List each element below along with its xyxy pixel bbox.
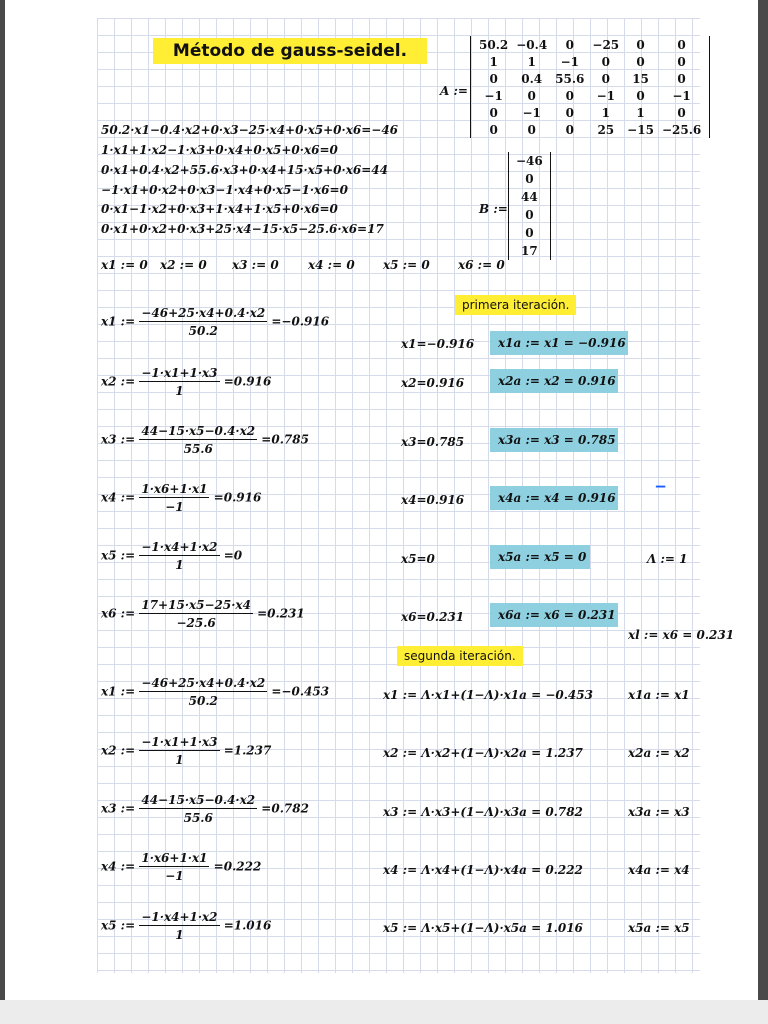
vector-b-label: B :=	[479, 202, 508, 216]
initial-x4: x4 := 0	[308, 258, 355, 272]
formula-x3: x3 := $\frac{44-15\cdot x5-0.4\cdot x2}{55.6}$ =0.785	[101, 424, 309, 456]
result-x6: x6=0.231	[401, 610, 465, 624]
assign-x5a: x5a := x5 = 0	[490, 545, 590, 569]
update-x3a: x3a := x3	[628, 805, 690, 819]
equation-3: 0·x1+0.4·x2+55.6·x3+0·x4+15·x5+0·x6=44	[101, 163, 388, 177]
initial-x6: x6 := 0	[458, 258, 505, 272]
result-x1: x1=−0.916	[401, 337, 475, 351]
first-iteration-label: primera iteración.	[455, 295, 576, 315]
xl-assign: xl := x6 = 0.231	[628, 628, 735, 642]
matrix-a	[470, 36, 710, 138]
right-frame-edge	[758, 0, 768, 1000]
assign-x4a: x4a := x4 = 0.916	[490, 486, 618, 510]
matrix-row: 0 0.4 55.6 0 15 0	[489, 71, 686, 86]
second-iteration-label: segunda iteración.	[397, 646, 523, 666]
formula-x2: x2 := $\frac{-1\cdot x1+1\cdot x3}{1}$ =0.916	[101, 366, 272, 398]
assign-x2a: x2a := x2 = 0.916	[490, 369, 618, 393]
lambda-assign: Λ := 1	[647, 552, 688, 566]
equation-6: 0·x1+0·x2+0·x3+25·x4−15·x5−25.6·x6=17	[101, 222, 384, 236]
matrix-row: 0 −1 0 1 1 0	[489, 105, 686, 120]
formula-x4: x4 := $\frac{1\cdot x6+1\cdot x1}{-1}$ =0.916	[101, 482, 262, 514]
initial-x3: x3 := 0	[232, 258, 279, 272]
text-cursor-icon: ‒	[655, 476, 667, 495]
equation-5: 0·x1−1·x2+0·x3+1·x4+1·x5+0·x6=0	[101, 202, 338, 216]
relax-x5: x5 := Λ·x5+(1−Λ)·x5a = 1.016	[383, 921, 583, 935]
formula2-x3: x3 := $\frac{44-15\cdot x5-0.4\cdot x2}{55.6}$ =0.782	[101, 793, 309, 825]
formula2-x1: x1 := $\frac{-46+25\cdot x4+0.4\cdot x2}{50.2}$ =−0.453	[101, 676, 330, 708]
left-frame-edge	[0, 0, 5, 1000]
result-x2: x2=0.916	[401, 376, 465, 390]
relax-x3: x3 := Λ·x3+(1−Λ)·x3a = 0.782	[383, 805, 583, 819]
assign-x3a: x3a := x3 = 0.785	[490, 428, 618, 452]
relax-x1: x1 := Λ·x1+(1−Λ)·x1a = −0.453	[383, 688, 593, 702]
update-x4a: x4a := x4	[628, 863, 690, 877]
formula-x6: x6 := $\frac{17+15\cdot x5-25\cdot x4}{-25.6}$ =0.231	[101, 598, 305, 630]
matrix-a-label: A :=	[440, 84, 468, 98]
update-x5a: x5a := x5	[628, 921, 690, 935]
formula2-x4: x4 := $\frac{1\cdot x6+1\cdot x1}{-1}$ =0.222	[101, 851, 262, 883]
assign-x6a: x6a := x6 = 0.231	[490, 603, 618, 627]
initial-x2: x2 := 0	[160, 258, 207, 272]
result-x5: x5=0	[401, 552, 435, 566]
matrix-row: 50.2 −0.4 0 −25 0 0	[479, 37, 686, 52]
formula-x1: x1 := $\frac{-46+25\cdot x4+0.4\cdot x2}{50.2}$ =−0.916	[101, 306, 330, 338]
relax-x2: x2 := Λ·x2+(1−Λ)·x2a = 1.237	[383, 746, 583, 760]
vector-b: −46 0 44 0 0 17	[508, 152, 551, 260]
result-x4: x4=0.916	[401, 493, 465, 507]
relax-x4: x4 := Λ·x4+(1−Λ)·x4a = 0.222	[383, 863, 583, 877]
formula-x5: x5 := $\frac{-1\cdot x4+1\cdot x2}{1}$ =0	[101, 540, 243, 572]
matrix-row: 0 0 0 25 −15 −25.6	[489, 122, 702, 137]
equation-2: 1·x1+1·x2−1·x3+0·x4+0·x5+0·x6=0	[101, 143, 338, 157]
bottom-frame-edge	[0, 1000, 768, 1024]
assign-x1a: x1a := x1 = −0.916	[490, 331, 628, 355]
formula2-x2: x2 := $\frac{-1\cdot x1+1\cdot x3}{1}$ =1.237	[101, 735, 272, 767]
equation-4: −1·x1+0·x2+0·x3−1·x4+0·x5−1·x6=0	[101, 183, 348, 197]
equation-1: 50.2·x1−0.4·x2+0·x3−25·x4+0·x5+0·x6=−46	[101, 123, 399, 137]
update-x1a: x1a := x1	[628, 688, 690, 702]
update-x2a: x2a := x2	[628, 746, 690, 760]
matrix-row: −1 0 0 −1 0 −1	[484, 88, 691, 103]
initial-x5: x5 := 0	[383, 258, 430, 272]
formula2-x5: x5 := $\frac{-1\cdot x4+1\cdot x2}{1}$ =1.016	[101, 910, 272, 942]
result-x3: x3=0.785	[401, 435, 465, 449]
matrix-row: 1 1 −1 0 0 0	[489, 54, 686, 69]
page-title: Método de gauss-seidel.	[153, 38, 427, 64]
initial-x1: x1 := 0	[101, 258, 148, 272]
